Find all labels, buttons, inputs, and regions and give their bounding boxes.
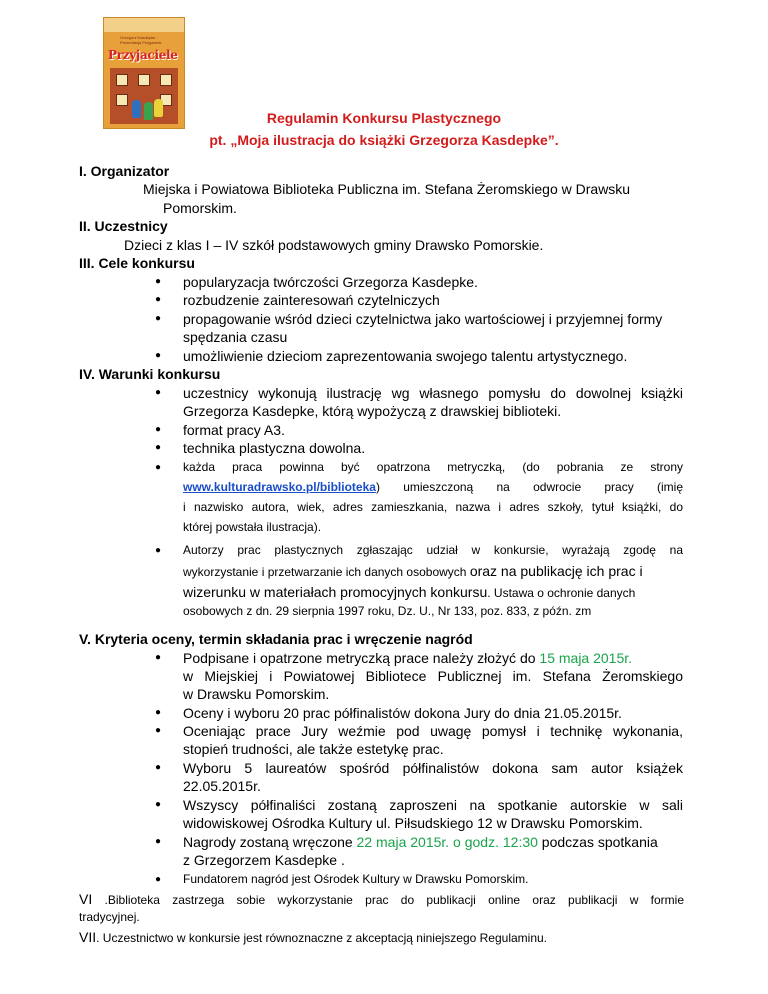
list-item-text: podczas spotkania xyxy=(537,834,658,850)
list-item-cont: z Grzegorzem Kasdepke . xyxy=(183,852,345,868)
list-item: propagowanie wśród dzieci czytelnictwa jako wartościowej i przyjemnej formy xyxy=(183,311,663,327)
bullet-icon: ● xyxy=(155,387,162,398)
list-item-cont: stopień trudności, ale także estetykę prac. xyxy=(183,741,444,757)
bullet-icon: ● xyxy=(155,836,162,847)
section-7-text-main: . Uczestnictwo w konkursie jest równoznaczne z akceptacją niniejszego Regulaminu. xyxy=(96,931,548,945)
section-3-heading: III. Cele konkursu xyxy=(79,255,195,271)
bullet-icon: ● xyxy=(155,276,162,287)
list-item-cont: osobowych z dn. 29 sierpnia 1997 roku, Dz. U., Nr 133, poz. 833, z późn. zm xyxy=(183,604,592,618)
list-item-cont: spędzania czasu xyxy=(183,329,288,345)
bullet-icon: ● xyxy=(155,799,162,810)
list-item: format pracy A3. xyxy=(183,422,285,438)
list-item: umożliwienie dzieciom zaprezentowania swojego talentu artystycznego. xyxy=(183,348,628,364)
bullet-icon: ● xyxy=(155,652,162,663)
list-item: Oceniając prace Jury weźmie pod uwagę pomysł i technikę wykonania, xyxy=(183,723,683,739)
section-4-heading: IV. Warunki konkursu xyxy=(79,366,221,382)
list-item-text: oraz na publikację ich prac i xyxy=(469,563,643,579)
list-item-cont xyxy=(183,584,635,600)
list-item xyxy=(183,650,632,666)
section-7-text xyxy=(79,929,547,945)
section-6-text-cont: tradycyjnej. xyxy=(79,910,140,924)
section-2-heading: II. Uczestnicy xyxy=(79,218,168,234)
list-item: Autorzy prac plastycznych zgłaszając udział w konkursie, wyrażają zgodę na xyxy=(183,543,683,557)
section-2-text: Dzieci z klas I – IV szkół podstawowych gminy Drawsko Pomorskie. xyxy=(124,237,544,253)
cover-title: Przyjaciele xyxy=(108,48,178,62)
list-item-text: ) umieszczoną na odwrocie pracy (imię xyxy=(375,480,683,494)
bullet-icon: ● xyxy=(155,762,162,773)
list-item-cont: w Miejskiej i Powiatowej Bibliotece Publicznej im. Stefana Żeromskiego xyxy=(183,668,683,684)
bullet-icon: ● xyxy=(155,313,162,324)
section-5-heading: V. Kryteria oceny, termin składania prac i wręczenie nagród xyxy=(79,631,473,647)
bullet-icon: ● xyxy=(155,874,162,885)
list-item-cont xyxy=(183,563,643,579)
document-title: Regulamin Konkursu Plastycznego xyxy=(266,110,502,126)
deadline-date: 15 maja 2015r. xyxy=(539,650,633,666)
list-item: rozbudzenie zainteresowań czytelniczych xyxy=(183,292,440,308)
list-item-cont: 22.05.2015r. xyxy=(183,778,261,794)
bullet-icon: ● xyxy=(155,725,162,736)
list-item: technika plastyczna dowolna. xyxy=(183,440,366,456)
section-1-text-cont: Pomorskim. xyxy=(163,200,237,216)
list-item-text: Podpisane i opatrzone metryczką prace należy złożyć do xyxy=(183,650,540,666)
bullet-icon: ● xyxy=(155,294,162,305)
bullet-icon: ● xyxy=(155,350,162,361)
section-1-heading: I. Organizator xyxy=(79,163,170,179)
library-website-link[interactable]: www.kulturadrawsko.pl/biblioteka xyxy=(183,480,376,494)
document-subtitle: pt. „Moja ilustracja do książki Grzegorza Kasdepke”. xyxy=(209,132,559,148)
list-item: uczestnicy wykonują ilustrację wg własnego pomysłu do dowolnej książki xyxy=(183,385,683,401)
section-6-number: VI xyxy=(79,891,93,907)
list-item-text: wykorzystanie i przetwarzanie ich danych osobowych xyxy=(183,565,470,579)
list-item: Fundatorem nagród jest Ośrodek Kultury w Drawsku Pomorskim. xyxy=(183,872,529,886)
bullet-icon: ● xyxy=(155,707,162,718)
bullet-icon: ● xyxy=(155,424,162,435)
section-1-text: Miejska i Powiatowa Biblioteka Publiczna im. Stefana Żeromskiego w Drawsku xyxy=(143,181,631,197)
list-item: każda praca powinna być opatrzona metryczką, (do pobrania ze strony xyxy=(183,460,683,474)
list-item-cont: której powstała ilustracja). xyxy=(183,520,322,534)
section-7-number: VII xyxy=(79,929,97,945)
list-item: Wyboru 5 laureatów spośród półfinalistów dokona sam autor książek xyxy=(183,760,683,776)
section-6-text xyxy=(79,891,684,907)
list-item: Wszyscy półfinaliści zostaną zaproszeni na spotkanie autorskie w sali xyxy=(183,797,683,813)
list-item-text: . Ustawa o ochronie danych xyxy=(487,586,636,600)
list-item-cont: Grzegorza Kasdepke, którą wypożyczą z drawskiej biblioteki. xyxy=(183,403,562,419)
list-item-cont: w Drawsku Pomorskim. xyxy=(183,686,330,702)
list-item-text: wizerunku w materiałach promocyjnych konkursu xyxy=(183,584,488,600)
bullet-icon: ● xyxy=(155,545,162,556)
bullet-icon: ● xyxy=(155,442,162,453)
list-item: Oceny i wyboru 20 prac półfinalistów dokona Jury do dnia 21.05.2015r. xyxy=(183,705,622,721)
list-item xyxy=(183,834,658,850)
list-item-cont: widowiskowej Ośrodka Kultury ul. Piłsudskiego 12 w Drawsku Pomorskim. xyxy=(183,815,643,831)
list-item-cont xyxy=(183,480,683,494)
list-item-text: Nagrody zostaną wręczone xyxy=(183,834,357,850)
bullet-icon: ● xyxy=(155,462,162,473)
cover-author: Grzegorz Kasdepke · Prezentacja Przyjaciele xyxy=(120,35,162,45)
list-item: popularyzacja twórczości Grzegorza Kasdepke. xyxy=(183,274,478,290)
award-date: 22 maja 2015r. o godz. 12:30 xyxy=(356,834,538,850)
list-item-cont: i nazwisko autora, wiek, adres zamieszkania, nazwa i adres szkoły, tytuł książki, do xyxy=(183,500,683,514)
section-6-text-main: .Biblioteka zastrzega sobie wykorzystanie prac do publikacji online oraz publikacji w formie xyxy=(92,893,684,907)
